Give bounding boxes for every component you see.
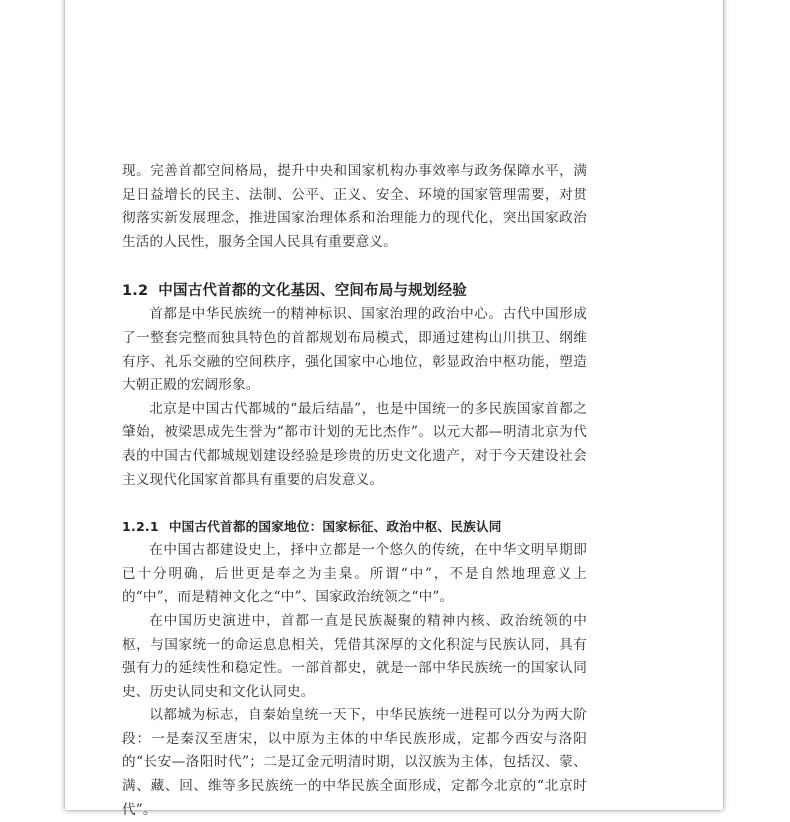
section-heading-1-2 xyxy=(122,280,587,302)
paragraph: 首都是中华民族统一的精神标识、国家治理的政治中心。古代中国形成了一整套完整而独具特色的首都规划布局模式，即通过建构山川拱卫、纲维有序、礼乐交融的空间秩序，强化国家中心地位，彰显政治中枢功能，塑造大朝正殿的宏阔形象。 xyxy=(122,306,587,394)
paragraph: 在中国历史演进中，首都一直是民族凝聚的精神内核、政治统领的中枢，与国家统一的命运息息相关，凭借其深厚的文化积淀与民族认同，具有强有力的延续性和稳定性。一部首都史，就是一部中华民族统一的国家认同史、历史认同史和文化认同史。 xyxy=(122,612,587,700)
paragraph: 在中国古都建设史上，择中立都是一个悠久的传统，在中华文明早期即已十分明确，后世更是奉之为圭臬。所谓“中”，不是自然地理意义上的“中”，而是精神文化之“中”、国家政治统领之“中”。 xyxy=(122,542,587,606)
page-content xyxy=(122,160,587,822)
paragraph: 以都城为标志，自秦始皇统一天下，中华民族统一进程可以分为两大阶段：一是秦汉至唐宋，以中原为主体的中华民族形成，定都今西安与洛阳的“长安—洛阳时代”；二是辽金元明清时期，以汉族为主体，包括汉、蒙、满、藏、回、维等多民族统一的中华民族全面形成，定都今北京的“北京时代”。 xyxy=(122,707,587,818)
section-number: 1.2 xyxy=(122,283,149,300)
subsection-title: 中国古代首都的国家地位：国家标征、政治中枢、民族认同 xyxy=(168,519,502,535)
subsection-number: 1.2.1 xyxy=(122,519,159,535)
intro-paragraph: 现。完善首都空间格局，提升中央和国家机构办事效率与政务保障水平，满足日益增长的民主、法制、公平、正义、安全、环境的国家管理需要，对贯彻落实新发展理念，推进国家治理体系和治理能力的现代化，突出国家政治生活的人民性，服务全国人民具有重要意义。 xyxy=(122,163,587,250)
subsection-heading-1-2-1 xyxy=(122,516,587,538)
section-title: 中国古代首都的文化基因、空间布局与规划经验 xyxy=(158,283,467,300)
paragraph: 北京是中国古代都城的“最后结晶”，也是中国统一的多民族国家首都之肇始，被梁思成先生誉为“都市计划的无比杰作”。以元大都—明清北京为代表的中国古代都城规划建设经验是珍贵的历史文化遗产，对于今天建设社会主义现代化国家首都具有重要的启发意义。 xyxy=(122,400,587,488)
